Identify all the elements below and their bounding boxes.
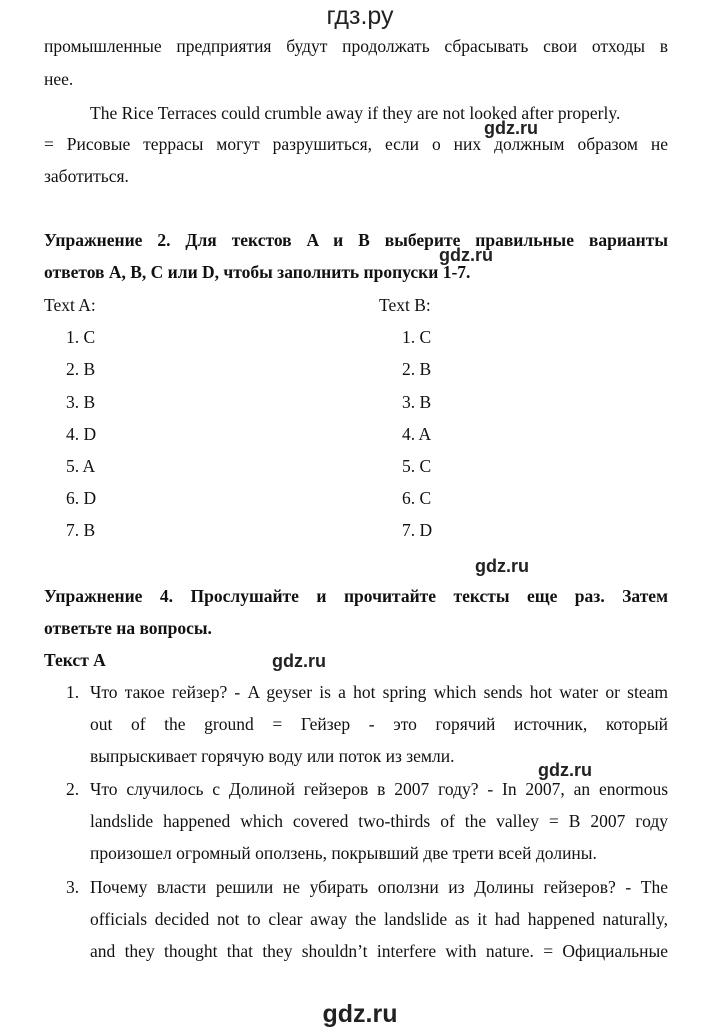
text-b-answer: 6. C [402,488,432,508]
q1-line-3: выпрыскивает горячую воду или поток из земли. [90,746,455,766]
inline-watermark: gdz.ru [475,556,529,576]
q2-line-1: Что случилось с Долиной гейзеров в 2007 году? - In 2007, an enormous [90,779,668,799]
q1-line-2: out of the ground = Гейзер - это горячий источник, который [90,714,668,734]
inline-watermark: gdz.ru [439,245,493,265]
q3-line-3: and they thought that they shouldn’t interfere with nature. = Официальные [90,941,668,961]
intro-line-1: промышленные предприятия будут продолжать сбрасывать свои отходы в [44,36,668,56]
q2-line-2: landslide happened which covered two-thirds of the valley = В 2007 году [90,811,668,831]
q3-line-2: officials decided not to clear away the landslide as it had happened naturally, [90,909,668,929]
text-a-answer: 5. A [66,456,96,476]
text-a-answer: 1. C [66,327,96,347]
exercise4-heading-line-1: Упражнение 4. Прослушайте и прочитайте тексты еще раз. Затем [44,586,668,606]
text-b-answer: 2. B [402,359,432,379]
inline-watermark: gdz.ru [538,760,592,780]
question-number: 1. [66,682,80,702]
text-a-subheading: Текст А [44,650,106,670]
text-b-label: Text B: [379,295,431,315]
text-b-answer: 4. A [402,424,432,444]
text-a-answer: 3. B [66,392,96,412]
text-a-label: Text A: [44,295,96,315]
text-b-answer: 5. C [402,456,432,476]
footer-watermark: gdz.ru [322,1000,398,1028]
q1-line-1: Что такое гейзер? - A geyser is a hot spring which sends hot water or steam [90,682,668,702]
question-number: 3. [66,877,80,897]
q2-line-3: произошел огромный оползень, покрывший две трети всей долины. [90,843,597,863]
intro-line-3: The Rice Terraces could crumble away if they are not looked after properly. [90,103,621,123]
header-watermark: гдз.ру [326,2,394,30]
text-b-answer: 1. C [402,327,432,347]
text-a-answer: 4. D [66,424,97,444]
text-a-answer: 6. D [66,488,97,508]
text-a-answer: 7. B [66,520,96,540]
text-b-answer: 3. B [402,392,432,412]
question-number: 2. [66,779,80,799]
text-b-answer: 7. D [402,520,433,540]
inline-watermark: gdz.ru [484,118,538,138]
q3-line-1: Почему власти решили не убирать оползни из Долины гейзеров? - The [90,877,668,897]
intro-line-5: заботиться. [44,166,129,186]
exercise2-heading-line-1: Упражнение 2. Для текстов A и B выберите правильные варианты [44,230,668,250]
exercise2-heading-line-2: ответов A, B, C или D, чтобы заполнить пропуски 1-7. [44,262,471,282]
text-a-answer: 2. B [66,359,96,379]
intro-line-2: нее. [44,69,74,89]
inline-watermark: gdz.ru [272,651,326,671]
exercise4-heading-line-2: ответьте на вопросы. [44,618,212,638]
intro-line-4: = Рисовые террасы могут разрушиться, если о них должным образом не [44,134,668,154]
